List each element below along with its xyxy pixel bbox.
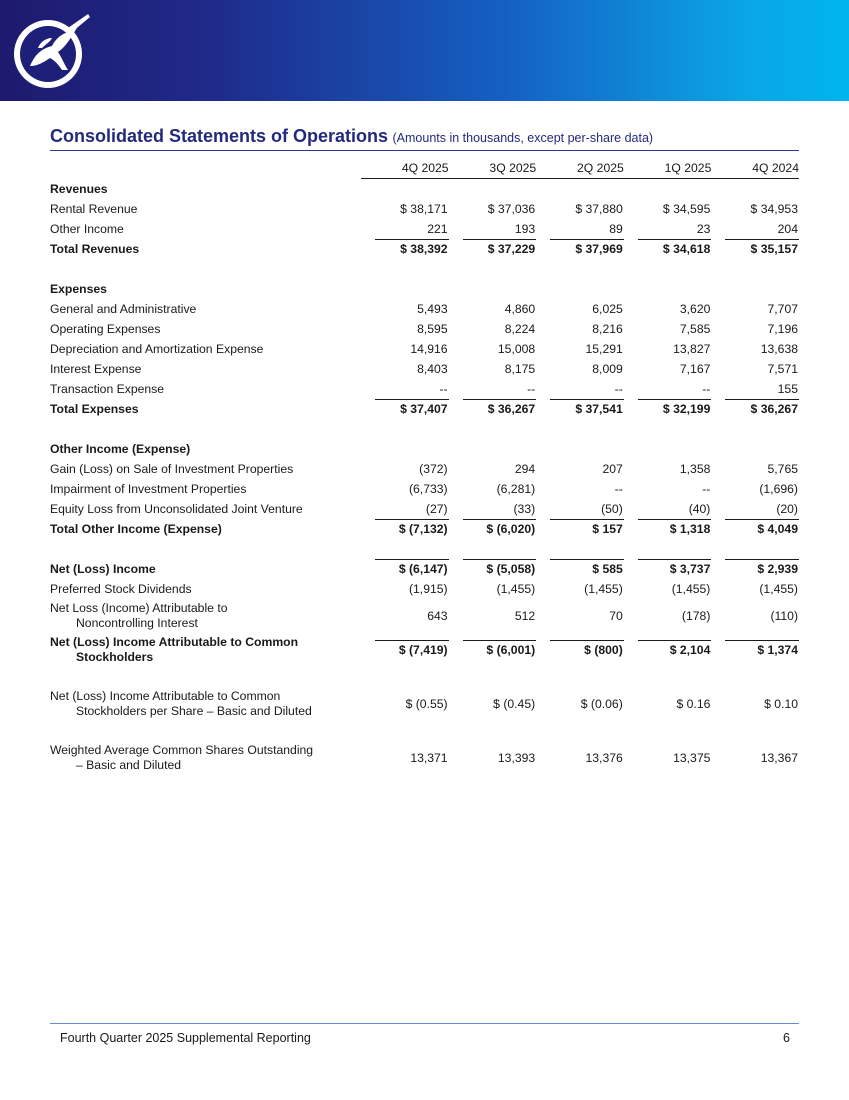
cell-value: 1,358 — [679, 461, 711, 476]
value-cell — [536, 633, 624, 667]
value-cell — [361, 379, 449, 399]
cell-value: 3,620 — [679, 301, 711, 316]
cell-value: $ 37,229 — [463, 239, 537, 259]
section-header-row — [50, 279, 799, 299]
row-label: Other Income (Expense) — [50, 442, 191, 456]
cell-value: 207 — [602, 461, 623, 476]
value-cell — [536, 199, 624, 219]
cell-value: (27) — [425, 501, 448, 516]
cell-value: $ 38,392 — [375, 239, 449, 259]
cell-value: 5,765 — [767, 461, 798, 476]
value-cell — [536, 687, 624, 721]
cell-value: (1,455) — [759, 581, 798, 596]
section-title — [50, 126, 799, 151]
total-row — [50, 239, 799, 259]
cell-value: $ (6,147) — [375, 559, 449, 579]
value-cell — [711, 579, 799, 599]
table-row — [50, 579, 799, 599]
cell-value: $ (6,020) — [463, 519, 537, 539]
cell-value: 13,827 — [673, 341, 711, 356]
row-label-line1: Weighted Average Common Shares Outstanding — [50, 743, 314, 757]
cell-value: $ 37,407 — [375, 399, 449, 419]
value-cell — [711, 599, 799, 633]
page-subtitle: (Amounts in thousands, except per-share data) — [392, 131, 654, 145]
row-label-line2: – Basic and Diluted — [76, 758, 182, 772]
value-cell — [624, 379, 712, 399]
value-cell — [711, 199, 799, 219]
cell-value: (1,455) — [584, 581, 623, 596]
row-label: Equity Loss from Unconsolidated Joint Venture — [50, 502, 303, 516]
value-cell — [449, 633, 537, 667]
value-cell — [361, 399, 449, 419]
value-cell — [624, 579, 712, 599]
value-cell — [624, 479, 712, 499]
value-cell — [361, 459, 449, 479]
cell-value: (1,915) — [408, 581, 448, 596]
cell-value: 6,025 — [592, 301, 623, 316]
value-cell — [536, 319, 624, 339]
income-statement-table — [50, 158, 799, 775]
table-header-row — [50, 158, 799, 179]
row-label: General and Administrative — [50, 302, 197, 316]
value-cell — [449, 299, 537, 319]
value-cell — [711, 519, 799, 539]
table-body — [50, 179, 799, 776]
total-row — [50, 559, 799, 579]
value-cell — [624, 339, 712, 359]
cell-value: 23 — [696, 221, 711, 236]
value-cell — [536, 439, 624, 459]
cell-value: (6,733) — [408, 481, 448, 496]
cell-value: 8,175 — [504, 361, 536, 376]
value-cell — [449, 219, 537, 239]
value-cell — [624, 199, 712, 219]
cell-value: $ 0.16 — [676, 696, 711, 711]
cell-value: $ 36,267 — [725, 399, 799, 419]
cell-value: (6,281) — [496, 481, 536, 496]
cell-value: 7,196 — [767, 321, 798, 336]
row-label: Other Income — [50, 222, 124, 236]
cell-value: $ 2,939 — [725, 559, 799, 579]
column-header: 4Q 2025 — [361, 158, 449, 179]
row-label-line2: Stockholders — [76, 650, 154, 664]
value-cell — [449, 239, 537, 259]
spacer-row — [50, 259, 799, 279]
table-row — [50, 479, 799, 499]
cell-value: $ 36,267 — [463, 399, 537, 419]
cell-value: $ 37,880 — [575, 201, 623, 216]
cell-value: $ 0.10 — [764, 696, 798, 711]
value-cell — [711, 687, 799, 721]
cell-value: $ (0.06) — [580, 696, 623, 711]
row-label: Preferred Stock Dividends — [50, 582, 192, 596]
cell-value: -- — [614, 381, 623, 396]
cell-value: -- — [702, 381, 711, 396]
company-logo-icon — [8, 8, 92, 92]
value-cell — [361, 239, 449, 259]
value-cell — [536, 279, 624, 299]
value-cell — [449, 179, 537, 200]
table-row — [50, 741, 799, 775]
row-label: Revenues — [50, 181, 108, 196]
value-cell — [449, 319, 537, 339]
value-cell — [536, 459, 624, 479]
cell-value: $ (0.55) — [405, 696, 448, 711]
row-label: Interest Expense — [50, 362, 142, 376]
value-cell — [449, 479, 537, 499]
value-cell — [624, 439, 712, 459]
cell-value: 512 — [514, 608, 536, 623]
value-cell — [449, 359, 537, 379]
value-cell — [449, 519, 537, 539]
value-cell — [449, 741, 537, 775]
value-cell — [711, 479, 799, 499]
cell-value: $ (7,419) — [375, 640, 449, 660]
spacer-row — [50, 667, 799, 687]
value-cell — [361, 439, 449, 459]
cell-value: $ 35,157 — [725, 239, 799, 259]
row-label — [50, 633, 361, 667]
cell-value: (1,455) — [496, 581, 536, 596]
value-cell — [711, 299, 799, 319]
value-cell — [361, 579, 449, 599]
cell-value: 8,224 — [504, 321, 536, 336]
total-row — [50, 633, 799, 667]
value-cell — [361, 519, 449, 539]
value-cell — [711, 459, 799, 479]
value-cell — [624, 459, 712, 479]
cell-value: $ 38,171 — [400, 201, 448, 216]
value-cell — [536, 219, 624, 239]
section-header-row — [50, 439, 799, 459]
table-row — [50, 359, 799, 379]
cell-value: $ 32,199 — [638, 399, 712, 419]
value-cell — [624, 499, 712, 519]
cell-value: $ 1,374 — [725, 640, 799, 660]
value-cell — [711, 741, 799, 775]
total-row — [50, 519, 799, 539]
table-row — [50, 219, 799, 239]
value-cell — [449, 687, 537, 721]
cell-value: 14,916 — [410, 341, 448, 356]
value-cell — [536, 579, 624, 599]
cell-value: $ (7,132) — [375, 519, 449, 539]
cell-value: (178) — [681, 608, 711, 623]
cell-value: $ 34,595 — [662, 201, 711, 216]
value-cell — [711, 339, 799, 359]
cell-value: 13,393 — [497, 750, 536, 765]
page-title: Consolidated Statements of Operations — [50, 126, 389, 146]
value-cell — [536, 519, 624, 539]
cell-value: 4,860 — [504, 301, 536, 316]
column-header: 4Q 2024 — [711, 158, 799, 179]
cell-value: 15,291 — [585, 341, 623, 356]
spacer-row — [50, 721, 799, 741]
cell-value: $ 157 — [550, 519, 624, 539]
value-cell — [449, 379, 537, 399]
value-cell — [624, 519, 712, 539]
value-cell — [624, 279, 712, 299]
cell-value: (1,455) — [671, 581, 711, 596]
row-label — [50, 741, 361, 775]
header-banner — [0, 0, 849, 101]
value-cell — [624, 599, 712, 633]
value-cell — [624, 319, 712, 339]
value-cell — [361, 319, 449, 339]
value-cell — [624, 741, 712, 775]
value-cell — [711, 359, 799, 379]
row-label-line1: Net (Loss) Income Attributable to Common — [50, 689, 281, 703]
cell-value: $ 3,737 — [638, 559, 712, 579]
value-cell — [711, 559, 799, 579]
cell-value: $ 4,049 — [725, 519, 799, 539]
value-cell — [361, 359, 449, 379]
table-row — [50, 499, 799, 519]
cell-value: $ (800) — [550, 640, 624, 660]
row-label-line2: Noncontrolling Interest — [76, 616, 198, 630]
value-cell — [536, 179, 624, 200]
column-header: 3Q 2025 — [449, 158, 537, 179]
value-cell — [711, 633, 799, 667]
value-cell — [361, 741, 449, 775]
table-row — [50, 339, 799, 359]
table-row — [50, 299, 799, 319]
cell-value: 294 — [514, 461, 536, 476]
row-label: Net (Loss) Income — [50, 562, 156, 576]
value-cell — [536, 479, 624, 499]
value-cell — [624, 359, 712, 379]
value-cell — [449, 559, 537, 579]
value-cell — [711, 379, 799, 399]
cell-value: $ 585 — [550, 559, 624, 579]
cell-value: (40) — [688, 501, 711, 516]
row-label: Expenses — [50, 282, 107, 296]
table-row — [50, 459, 799, 479]
column-header: 1Q 2025 — [624, 158, 712, 179]
value-cell — [449, 579, 537, 599]
table-row — [50, 379, 799, 399]
cell-value: $ 34,618 — [638, 239, 712, 259]
row-label-line1: Net (Loss) Income Attributable to Common — [50, 635, 299, 649]
cell-value: 13,371 — [410, 750, 448, 765]
row-label: Total Other Income (Expense) — [50, 522, 222, 536]
cell-value: 155 — [777, 381, 798, 396]
cell-value: 8,595 — [417, 321, 448, 336]
value-cell — [536, 339, 624, 359]
value-cell — [361, 199, 449, 219]
value-cell — [361, 339, 449, 359]
value-cell — [536, 379, 624, 399]
value-cell — [536, 239, 624, 259]
cell-value: -- — [702, 481, 711, 496]
value-cell — [536, 499, 624, 519]
value-cell — [711, 399, 799, 419]
cell-value: 8,403 — [417, 361, 448, 376]
cell-value: 643 — [427, 608, 448, 623]
value-cell — [711, 239, 799, 259]
value-cell — [449, 599, 537, 633]
value-cell — [536, 599, 624, 633]
cell-value: 8,216 — [592, 321, 623, 336]
cell-value: $ 34,953 — [750, 201, 798, 216]
table-row — [50, 199, 799, 219]
value-cell — [361, 599, 449, 633]
row-label: Gain (Loss) on Sale of Investment Properties — [50, 462, 294, 476]
cell-value: 89 — [609, 221, 623, 236]
cell-value: $ (5,058) — [463, 559, 537, 579]
cell-value: 7,571 — [767, 361, 798, 376]
cell-value: (50) — [601, 501, 623, 516]
value-cell — [361, 633, 449, 667]
cell-value: (1,696) — [759, 481, 798, 496]
cell-value: (20) — [776, 501, 798, 516]
value-cell — [361, 279, 449, 299]
footer-title: Fourth Quarter 2025 Supplemental Reporting — [60, 1031, 311, 1045]
cell-value: -- — [614, 481, 623, 496]
value-cell — [536, 399, 624, 419]
value-cell — [361, 299, 449, 319]
cell-value: 204 — [777, 221, 798, 236]
table-row — [50, 599, 799, 633]
row-label: Operating Expenses — [50, 322, 161, 336]
value-cell — [361, 499, 449, 519]
row-label-line1: Net Loss (Income) Attributable to — [50, 601, 228, 615]
value-cell — [361, 219, 449, 239]
table-row — [50, 687, 799, 721]
value-cell — [711, 319, 799, 339]
cell-value: -- — [439, 381, 448, 396]
cell-value: $ 1,318 — [638, 519, 712, 539]
column-header: 2Q 2025 — [536, 158, 624, 179]
value-cell — [449, 459, 537, 479]
value-cell — [624, 239, 712, 259]
cell-value: 7,707 — [767, 301, 798, 316]
value-cell — [536, 559, 624, 579]
value-cell — [449, 439, 537, 459]
cell-value: 13,367 — [760, 750, 798, 765]
footer-divider — [50, 1023, 799, 1024]
cell-value: (33) — [513, 501, 536, 516]
page-number: 6 — [783, 1031, 790, 1045]
value-cell — [624, 559, 712, 579]
section-header-row — [50, 179, 799, 200]
cell-value: 8,009 — [592, 361, 623, 376]
row-label: Impairment of Investment Properties — [50, 482, 247, 496]
row-label — [50, 687, 361, 721]
cell-value: -- — [527, 381, 536, 396]
value-cell — [711, 279, 799, 299]
value-cell — [449, 339, 537, 359]
cell-value: $ 2,104 — [638, 640, 712, 660]
total-row — [50, 399, 799, 419]
row-label: Total Expenses — [50, 402, 139, 416]
cell-value: 193 — [514, 221, 536, 236]
value-cell — [536, 741, 624, 775]
value-cell — [361, 179, 449, 200]
value-cell — [624, 299, 712, 319]
value-cell — [449, 279, 537, 299]
row-label: Depreciation and Amortization Expense — [50, 342, 264, 356]
value-cell — [361, 559, 449, 579]
value-cell — [711, 439, 799, 459]
value-cell — [711, 219, 799, 239]
value-cell — [711, 179, 799, 200]
value-cell — [449, 499, 537, 519]
cell-value: $ 37,969 — [550, 239, 624, 259]
cell-value: 221 — [427, 221, 448, 236]
value-cell — [536, 359, 624, 379]
spacer-row — [50, 539, 799, 559]
value-cell — [449, 399, 537, 419]
row-label: Total Revenues — [50, 242, 140, 256]
value-cell — [624, 687, 712, 721]
row-label: Transaction Expense — [50, 382, 165, 396]
cell-value: 13,375 — [673, 750, 711, 765]
cell-value: 13,638 — [760, 341, 798, 356]
cell-value: (372) — [419, 461, 448, 476]
cell-value: 13,376 — [585, 750, 623, 765]
value-cell — [361, 479, 449, 499]
row-label: Rental Revenue — [50, 202, 138, 216]
cell-value: 5,493 — [417, 301, 448, 316]
row-label-line2: Stockholders per Share – Basic and Diluted — [76, 704, 312, 718]
value-cell — [624, 633, 712, 667]
cell-value: $ 37,541 — [550, 399, 624, 419]
cell-value: 15,008 — [497, 341, 536, 356]
value-cell — [536, 299, 624, 319]
cell-value: 70 — [609, 608, 623, 623]
cell-value: 7,167 — [679, 361, 711, 376]
cell-value: (110) — [770, 608, 798, 623]
value-cell — [624, 179, 712, 200]
cell-value: $ 37,036 — [487, 201, 536, 216]
cell-value: $ (6,001) — [463, 640, 537, 660]
cell-value: 7,585 — [679, 321, 711, 336]
spacer-row — [50, 419, 799, 439]
row-label — [50, 599, 361, 633]
value-cell — [449, 199, 537, 219]
value-cell — [711, 499, 799, 519]
value-cell — [624, 219, 712, 239]
table-row — [50, 319, 799, 339]
value-cell — [361, 687, 449, 721]
cell-value: $ (0.45) — [493, 696, 536, 711]
value-cell — [624, 399, 712, 419]
